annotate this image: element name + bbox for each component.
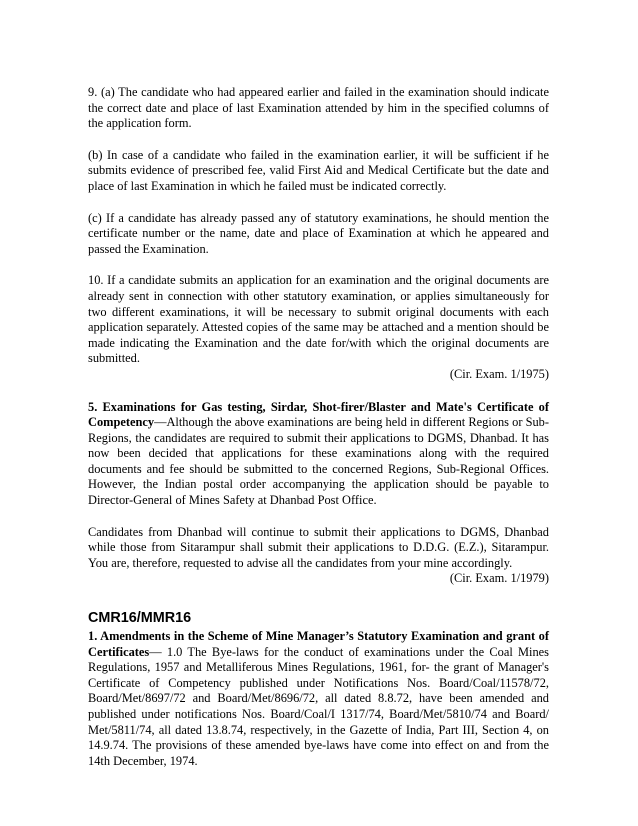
paragraph-amendments-body: — 1.0 The Bye-laws for the conduct of examinations under the Coal Mines Regulations, 1957 and Metalliferous Mines Regulations, 1961, for- the grant of Manager's Certificate of Competency published under Notifications Nos. Board/Coal/11578/72, Board/Met/8697/72 and Board/Met/8696/72, all dated 8.8.72, have been amended and published under notifications Nos. Board/Coal/I 1317/74, Board/Met/5810/74 and Board/ Met/5811/74, all dated 13.8.74, respectively, in the Gazette of India, Part III, Section 4, on 14.9.74. The provisions of these amended bye-laws have come into effect on and from the 14th December, 1974. [88,644,549,768]
paragraph-5 [88,400,549,509]
paragraph-9a: 9. (a) The candidate who had appeared earlier and failed in the examination should indicate the correct date and place of last Examination attended by him in the specified columns of the application form. [88,85,549,131]
citation-1979: (Cir. Exam. 1/1979) [449,571,549,586]
paragraph-spacer [88,383,549,400]
paragraph-spacer [88,257,549,273]
document-page [88,85,549,769]
paragraph-5-body: —Although the above examinations are being held in different Regions or Sub-Regions, the candidates are required to submit their applications to DGMS, Dhanbad. It has now been decided that applications for these examinations along with the required documents and fee should be submitted to the concerned Regions, Sub-Regional Offices. However, the Indian postal order accompanying the application should be payable to Director-General of Mines Safety at Dhanbad Post Office. [88,415,549,508]
paragraph-10: 10. If a candidate submits an application for an examination and the original documents are already sent in connection with other statutory examination, or applies simultaneously for two different examinations, it will be necessary to submit original documents with each application separately. Attested copies of the same may be attached and a mention should be made indicating the Examination and the date for/with which the original documents are submitted. [88,273,549,366]
paragraph-9b: (b) In case of a candidate who failed in the examination earlier, it will be sufficient if he submits evidence of prescribed fee, valid First Aid and Medical Certificate but the date and place of last Examination in which he failed must be indicated correctly. [88,147,549,193]
section-spacer [88,587,549,609]
paragraph-dhanbad: Candidates from Dhanbad will continue to submit their applications to DGMS, Dhanbad while those from Sitarampur shall submit their applications to D.D.G. (E.Z.), Sitarampur. You are, therefore, requested to advise all the candidates from your mine accordingly. [88,524,549,570]
paragraph-spacer [88,132,549,148]
paragraph-spacer [88,195,549,211]
paragraph-amendments [88,629,549,769]
paragraph-spacer [88,509,549,525]
section-title: CMR16/MMR16 [88,610,192,627]
citation-1975: (Cir. Exam. 1/1975) [449,366,549,381]
paragraph-9c: (c) If a candidate has already passed any of statutory examinations, he should mention the certificate number or the name, date and place of Examination at which he appeared and passed the Examination. [88,210,549,256]
paragraph-amendments-heading: 1. Amendments in the Scheme of Mine Manager’s Statutory Examination and grant of Certificates [88,629,549,659]
paragraph-5-heading: 5. Examinations for Gas testing, Sirdar, Shot-firer/Blaster and Mate's Certificate of Competency [88,399,549,430]
